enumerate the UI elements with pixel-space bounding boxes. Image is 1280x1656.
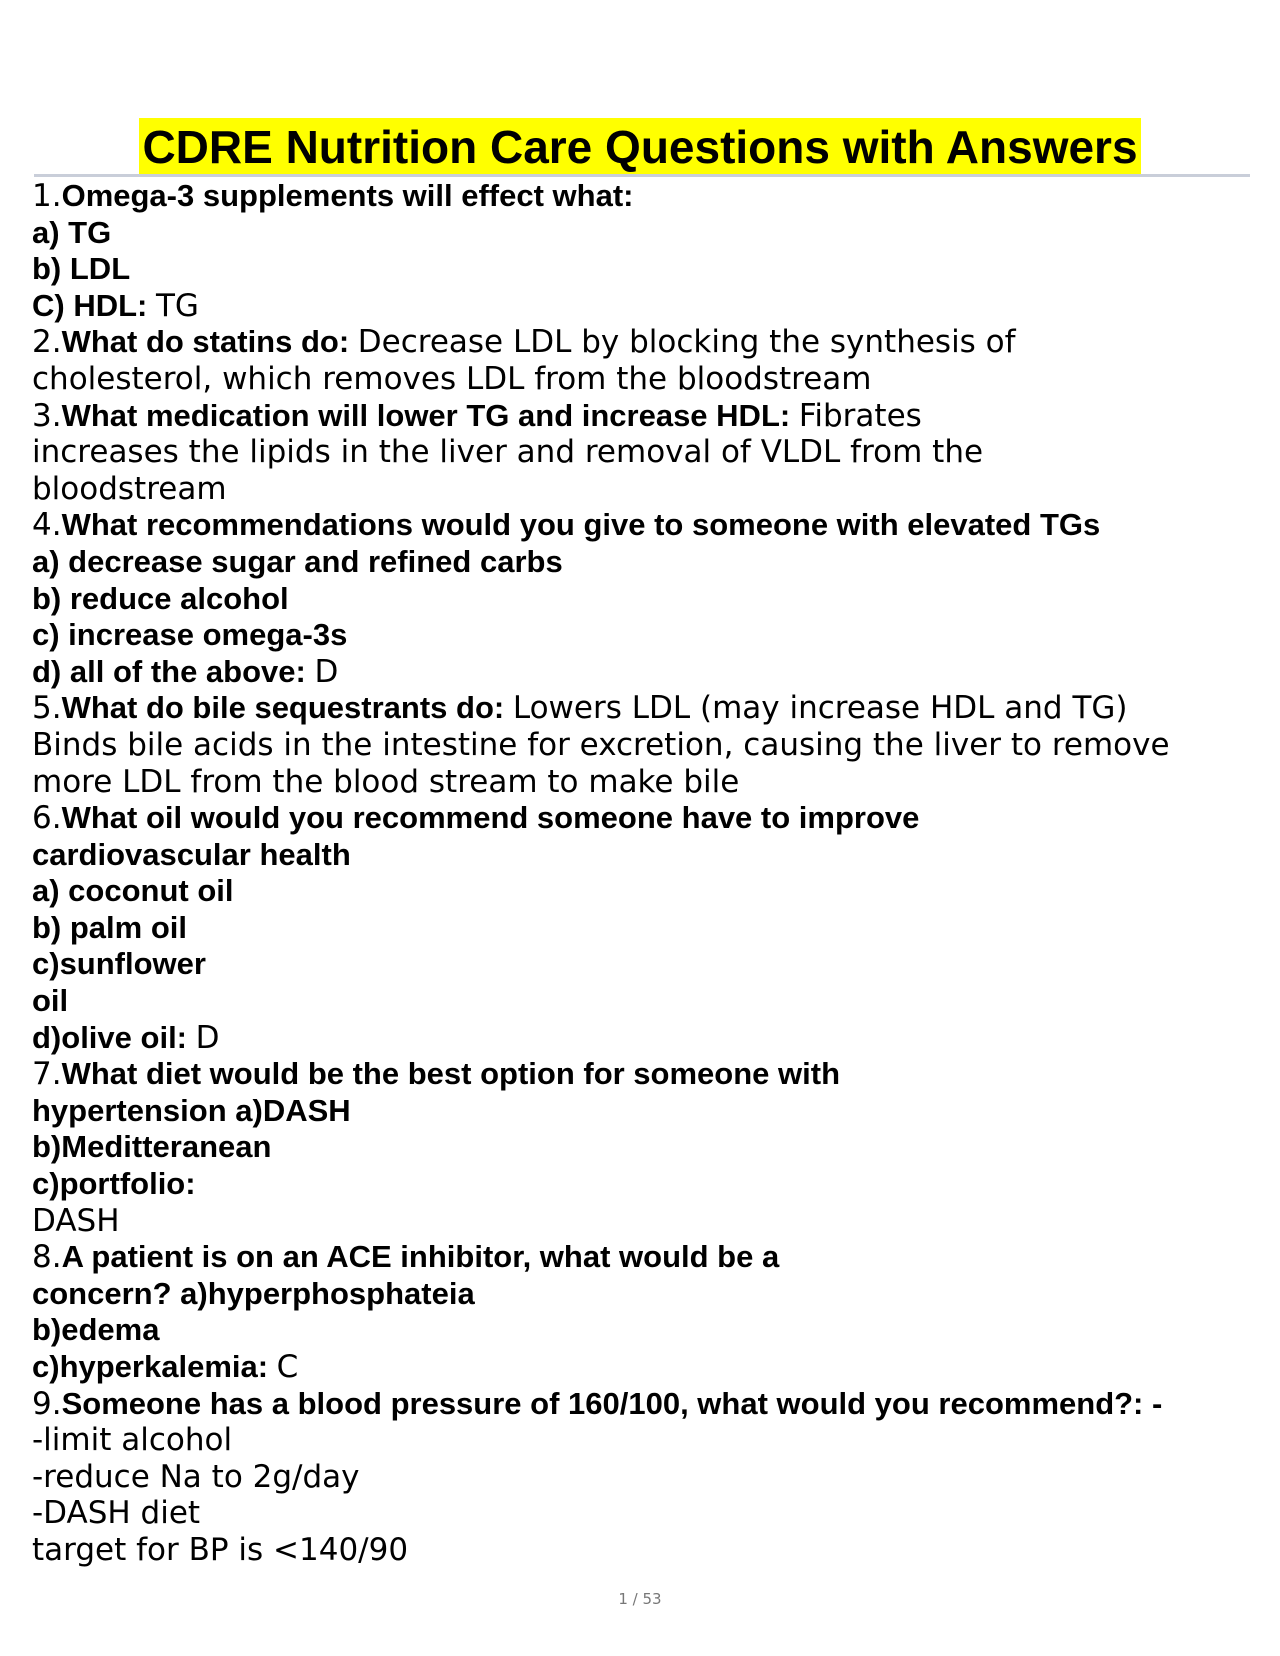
text-line <box>32 983 1262 1020</box>
text-line <box>32 800 1262 837</box>
question-text: c) increase omega-3s <box>32 617 348 653</box>
answer-text: D <box>314 653 339 690</box>
question-number: 8. <box>32 1239 62 1276</box>
answer-text: Binds bile acids in the intestine for excretion, causing the liver to remove <box>32 726 1170 763</box>
answer-text: bloodstream <box>32 470 227 507</box>
question-text: a) TG <box>32 214 112 250</box>
question-text: c)hyperkalemia: <box>32 1349 277 1384</box>
question-text: What recommendations would you give to someone with elevated TGs <box>61 507 1101 543</box>
text-line <box>32 178 1262 215</box>
answer-text: Fibrates <box>798 397 922 434</box>
question-number: 3. <box>32 397 62 434</box>
question-text: What medication will lower TG and increase HDL: <box>61 397 799 433</box>
title-underline-divider <box>34 174 1250 177</box>
question-text: c)portfolio: <box>32 1166 196 1202</box>
question-text: c)sunflower <box>32 946 206 982</box>
answer-text: D <box>195 1019 220 1056</box>
text-line <box>32 837 1262 874</box>
answer-text: Lowers LDL (may increase HDL and TG) <box>512 690 1128 727</box>
question-text: cardiovascular health <box>32 836 351 872</box>
question-text: b) reduce alcohol <box>32 580 289 616</box>
question-text: b) LDL <box>32 251 131 287</box>
text-line <box>32 654 1262 691</box>
text-line <box>32 1349 1262 1386</box>
question-text: b)edema <box>32 1312 160 1348</box>
text-line <box>32 727 1262 764</box>
question-text: What do bile sequestrants do: <box>61 690 513 726</box>
text-line <box>32 581 1262 618</box>
text-line <box>32 361 1262 398</box>
text-line <box>32 1276 1262 1313</box>
text-line <box>32 690 1262 727</box>
question-text: oil <box>32 983 69 1019</box>
text-line <box>32 1532 1262 1569</box>
question-text: a) decrease sugar and refined carbs <box>32 543 563 579</box>
text-line <box>32 1312 1262 1349</box>
question-text: a) coconut oil <box>32 873 234 909</box>
text-line <box>32 873 1262 910</box>
document-body <box>32 178 1262 1569</box>
question-number: 9. <box>32 1385 62 1422</box>
text-line <box>32 910 1262 947</box>
text-line <box>32 946 1262 983</box>
text-line <box>32 507 1262 544</box>
text-line <box>32 251 1262 288</box>
text-line <box>32 1203 1262 1240</box>
document-title: CDRE Nutrition Care Questions with Answers <box>139 118 1140 176</box>
text-line <box>32 544 1262 581</box>
question-number: 5. <box>32 690 62 727</box>
answer-text: -reduce Na to 2g/day <box>32 1458 360 1495</box>
question-text: What diet would be the best option for someone with <box>61 1056 840 1092</box>
text-line <box>32 324 1262 361</box>
answer-text: -limit alcohol <box>32 1422 233 1459</box>
question-number: 6. <box>32 800 62 837</box>
question-text: C) HDL: <box>32 287 156 323</box>
text-line <box>32 1056 1262 1093</box>
question-text: What do statins do: <box>61 324 358 360</box>
question-text: concern? a)hyperphosphateia <box>32 1275 475 1311</box>
question-text: A patient is on an ACE inhibitor, what would be a <box>61 1239 780 1275</box>
text-line <box>32 1166 1262 1203</box>
question-text: Omega-3 supplements will effect what: <box>61 178 634 213</box>
title-container <box>0 118 1280 176</box>
text-line <box>32 1386 1262 1423</box>
text-line <box>32 434 1262 471</box>
question-number: 1. <box>32 178 62 214</box>
question-text: d)olive oil: <box>32 1019 196 1055</box>
text-line <box>32 398 1262 435</box>
text-line <box>32 1239 1262 1276</box>
question-text: What oil would you recommend someone have to improve <box>61 800 920 836</box>
text-line <box>32 215 1262 252</box>
text-line <box>32 471 1262 508</box>
answer-text: target for BP is <140/90 <box>32 1531 409 1568</box>
question-text: b)Meditteranean <box>32 1129 272 1165</box>
page-number: 1 / 53 <box>618 1590 662 1608</box>
answer-text: TG <box>155 287 199 324</box>
question-number: 4. <box>32 507 62 544</box>
question-text: d) all of the above: <box>32 653 315 689</box>
question-text: b) palm oil <box>32 909 187 945</box>
text-line <box>32 1422 1262 1459</box>
text-line <box>32 1020 1262 1057</box>
question-number: 7. <box>32 1056 62 1093</box>
text-line <box>32 1093 1262 1130</box>
answer-text: increases the lipids in the liver and removal of VLDL from the <box>32 434 984 471</box>
question-text: hypertension a)DASH <box>32 1092 351 1128</box>
text-line <box>32 1129 1262 1166</box>
text-line <box>32 617 1262 654</box>
text-line <box>32 764 1262 801</box>
text-line <box>32 1459 1262 1496</box>
answer-text: -DASH diet <box>32 1495 201 1532</box>
answer-text: C <box>276 1349 299 1385</box>
question-number: 2. <box>32 324 62 361</box>
answer-text: cholesterol, which removes LDL from the bloodstream <box>32 360 872 397</box>
answer-text: DASH <box>32 1202 120 1239</box>
answer-text: Decrease LDL by blocking the synthesis of <box>357 324 1016 361</box>
text-line <box>32 1495 1262 1532</box>
question-text: Someone has a blood pressure of 160/100, what would you recommend?: - <box>61 1385 1163 1421</box>
text-line <box>32 288 1262 325</box>
answer-text: more LDL from the blood stream to make bile <box>32 763 740 800</box>
